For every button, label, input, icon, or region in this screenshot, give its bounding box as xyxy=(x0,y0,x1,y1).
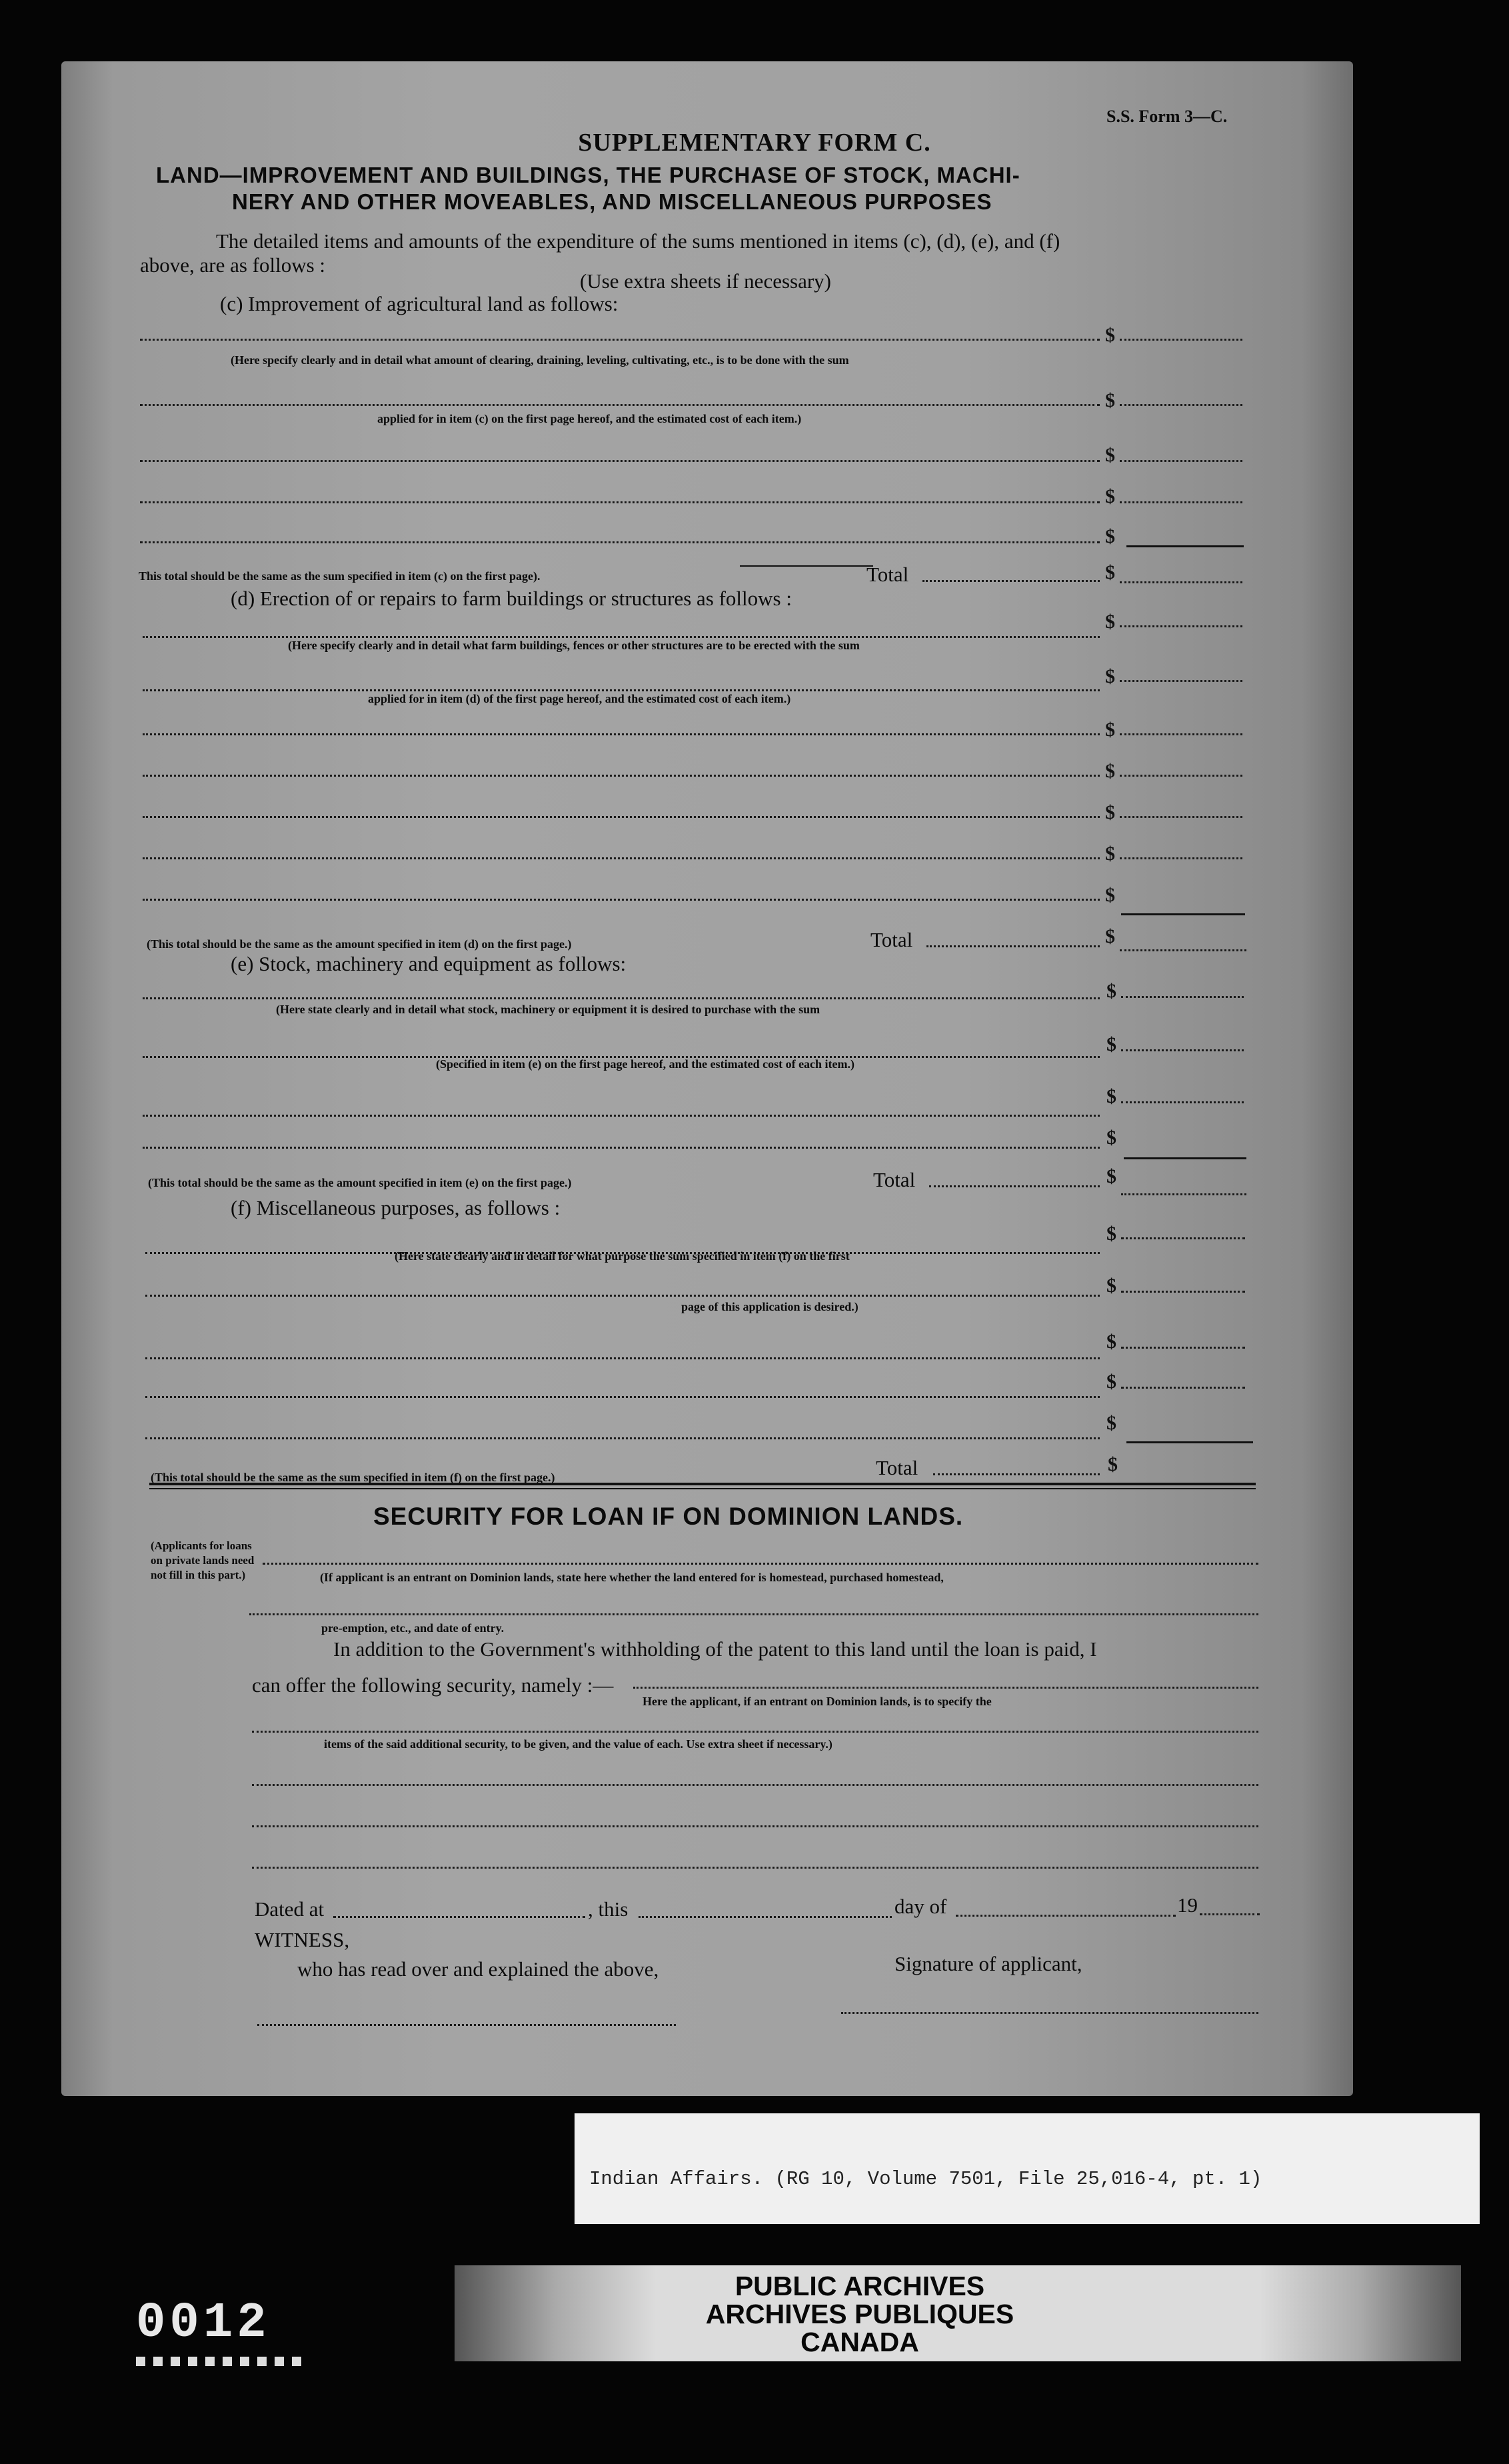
entry-line[interactable] xyxy=(140,339,1100,341)
dollar-sign: $ xyxy=(1105,884,1115,906)
day-of-label: day of xyxy=(894,1895,947,1918)
dollar-sign: $ xyxy=(1105,843,1115,865)
dollar-sign: $ xyxy=(1105,561,1115,583)
amount-field[interactable] xyxy=(1121,1101,1244,1103)
form-title: SUPPLEMENTARY FORM C. xyxy=(578,129,931,157)
security-entry-line[interactable] xyxy=(252,1784,1258,1786)
amount-field[interactable] xyxy=(1120,680,1242,682)
entry-line[interactable] xyxy=(143,1115,1100,1117)
security-note-1: (If applicant is an entrant on Dominion lands, state here whether the land entered for is homestead, purchased homestead, xyxy=(320,1571,944,1584)
subtotal-rule xyxy=(1126,1441,1253,1443)
dollar-sign: $ xyxy=(1105,324,1115,346)
total-dotted-leader xyxy=(926,945,1100,947)
entry-line[interactable] xyxy=(140,541,1100,543)
form-heading-line-2: NERY AND OTHER MOVEABLES, AND MISCELLANEOUS PURPOSES xyxy=(232,189,992,214)
entry-line[interactable] xyxy=(140,501,1100,503)
section-divider xyxy=(149,1483,1256,1485)
security-paragraph-line-2: can offer the following security, namely :— xyxy=(252,1673,614,1697)
amount-field[interactable] xyxy=(1120,816,1242,818)
security-side-note: (Applicants for loans on private lands need not fill in this part.) xyxy=(151,1539,255,1581)
dollar-sign: $ xyxy=(1108,1453,1118,1475)
section-f-note-1: (Here state clearly and in detail for what purpose the sum specified in item (f) on the first xyxy=(395,1249,850,1263)
dollar-sign: $ xyxy=(1105,611,1115,633)
dollar-sign: $ xyxy=(1105,665,1115,687)
archive-reference: Indian Affairs. (RG 10, Volume 7501, File 25,016-4, pt. 1) xyxy=(589,2168,1262,2190)
dollar-sign: $ xyxy=(1106,1165,1116,1187)
dollar-sign: $ xyxy=(1106,980,1116,1002)
total-dotted-leader xyxy=(922,580,1100,582)
dollar-sign: $ xyxy=(1106,1412,1116,1434)
section-e-note-1: (Here state clearly and in detail what stock, machinery or equipment it is desired to purchase with the sum xyxy=(276,1003,820,1016)
year-prefix: 19 xyxy=(1177,1893,1198,1917)
dollar-sign: $ xyxy=(1106,1127,1116,1149)
dollar-sign: $ xyxy=(1105,525,1115,547)
section-d-total-field[interactable] xyxy=(1120,949,1246,951)
dollar-sign: $ xyxy=(1105,485,1115,507)
entry-line[interactable] xyxy=(145,1437,1100,1439)
entry-line[interactable] xyxy=(143,857,1100,859)
section-e-total-field[interactable] xyxy=(1121,1193,1246,1195)
stamp-line-2: ARCHIVES PUBLIQUES xyxy=(705,2299,1014,2329)
form-number: S.S. Form 3—C. xyxy=(1106,107,1228,126)
section-c-note-1: (Here specify clearly and in detail what amount of clearing, draining, leveling, cultivating, etc., is to be done with the sum xyxy=(231,353,849,367)
entry-line[interactable] xyxy=(143,775,1100,777)
security-entry-line[interactable] xyxy=(252,1731,1258,1733)
section-f-total-note: (This total should be the same as the sum specified in item (f) on the first page.) xyxy=(151,1471,555,1484)
section-divider xyxy=(149,1488,1256,1489)
amount-field[interactable] xyxy=(1121,1237,1245,1239)
security-note-2: pre-emption, etc., and date of entry. xyxy=(321,1621,505,1635)
amount-field[interactable] xyxy=(1121,1347,1245,1349)
dominion-land-entry-line[interactable] xyxy=(249,1613,1258,1615)
form-heading-line-1: LAND—IMPROVEMENT AND BUILDINGS, THE PURCHASE OF STOCK, MACHI- xyxy=(156,163,1020,187)
amount-field[interactable] xyxy=(1121,996,1244,998)
dollar-sign: $ xyxy=(1105,389,1115,411)
frame-counter: 0012 xyxy=(136,2295,271,2351)
security-note-4: items of the said additional security, to be given, and the value of each. Use extra sheet if necessary.) xyxy=(324,1737,832,1751)
dollar-sign: $ xyxy=(1105,801,1115,823)
witness-label: WITNESS, xyxy=(255,1928,350,1951)
total-dotted-leader xyxy=(933,1473,1100,1475)
dollar-sign: $ xyxy=(1106,1371,1116,1393)
amount-field[interactable] xyxy=(1120,857,1242,859)
entry-line[interactable] xyxy=(143,899,1100,901)
witness-note: who has read over and explained the above, xyxy=(297,1957,659,1981)
witness-signature-field[interactable] xyxy=(257,2024,676,2026)
public-archives-stamp xyxy=(687,2272,1033,2356)
dollar-sign: $ xyxy=(1106,1275,1116,1297)
dated-at-field[interactable] xyxy=(333,1916,585,1918)
entry-line[interactable] xyxy=(143,816,1100,818)
security-note-3: Here the applicant, if an entrant on Dominion lands, is to specify the xyxy=(643,1695,992,1708)
amount-field[interactable] xyxy=(1120,404,1242,406)
amount-field[interactable] xyxy=(1120,460,1242,462)
section-f-note-2: page of this application is desired.) xyxy=(681,1300,858,1313)
entry-line[interactable] xyxy=(143,733,1100,735)
amount-field[interactable] xyxy=(1120,775,1242,777)
section-f-total-label: Total xyxy=(876,1456,918,1479)
entry-line[interactable] xyxy=(140,404,1100,406)
security-entry-line[interactable] xyxy=(633,1687,1258,1689)
entry-line[interactable] xyxy=(143,689,1100,691)
entry-line[interactable] xyxy=(145,1295,1100,1297)
amount-field[interactable] xyxy=(1121,1291,1245,1293)
applicant-signature-field[interactable] xyxy=(841,2012,1258,2014)
this-label: , this xyxy=(588,1897,629,1921)
section-e-total-label: Total xyxy=(873,1168,916,1191)
entry-line[interactable] xyxy=(145,1396,1100,1398)
film-perforation-strip xyxy=(136,2357,304,2366)
amount-field[interactable] xyxy=(1120,339,1242,341)
amount-field[interactable] xyxy=(1120,733,1242,735)
stamp-line-3: CANADA xyxy=(800,2327,919,2357)
dollar-sign: $ xyxy=(1106,1331,1116,1353)
dollar-sign: $ xyxy=(1105,760,1115,782)
total-rule xyxy=(740,565,873,567)
entry-line[interactable] xyxy=(140,460,1100,462)
section-d-total-note: (This total should be the same as the amount specified in item (d) on the first page.) xyxy=(147,937,572,951)
security-entry-line[interactable] xyxy=(252,1825,1258,1827)
section-d-note-1: (Here specify clearly and in detail what farm buildings, fences or other structures are to be erected with the sum xyxy=(288,639,860,652)
intro-line-2: above, are as follows : xyxy=(140,253,326,277)
section-f-title: (f) Miscellaneous purposes, as follows : xyxy=(231,1196,561,1219)
section-c-total-field[interactable] xyxy=(1120,581,1242,583)
amount-field[interactable] xyxy=(1121,1387,1245,1389)
intro-line-1: The detailed items and amounts of the expenditure of the sums mentioned in items (c), (d), (e), and (f) xyxy=(216,229,1060,253)
entry-line[interactable] xyxy=(145,1357,1100,1359)
security-paragraph-line-1: In addition to the Government's withholding of the patent to this land until the loan is paid, I xyxy=(333,1637,1097,1661)
subtotal-rule xyxy=(1124,1157,1246,1159)
amount-field[interactable] xyxy=(1121,1049,1244,1051)
section-e-note-2: (Specified in item (e) on the first page hereof, and the estimated cost of each item.) xyxy=(436,1057,855,1071)
dollar-sign: $ xyxy=(1106,1033,1116,1055)
month-field[interactable] xyxy=(956,1915,1176,1917)
subtotal-rule xyxy=(1121,913,1245,915)
extra-sheets-note: (Use extra sheets if necessary) xyxy=(580,269,831,293)
section-e-title: (e) Stock, machinery and equipment as follows: xyxy=(231,952,627,975)
section-c-note-2: applied for in item (c) on the first page hereof, and the estimated cost of each item.) xyxy=(377,412,802,425)
day-field[interactable] xyxy=(639,1916,892,1918)
section-c-total-note: This total should be the same as the sum specified in item (c) on the first page). xyxy=(139,569,541,583)
dollar-sign: $ xyxy=(1106,1085,1116,1107)
dollar-sign: $ xyxy=(1105,444,1115,466)
amount-field[interactable] xyxy=(1120,501,1242,503)
year-field[interactable] xyxy=(1200,1913,1260,1915)
stamp-line-1: PUBLIC ARCHIVES xyxy=(735,2271,985,2301)
section-c-title: (c) Improvement of agricultural land as follows: xyxy=(220,292,619,315)
amount-field[interactable] xyxy=(1120,625,1242,627)
section-c-total-label: Total xyxy=(866,563,909,586)
security-title: SECURITY FOR LOAN IF ON DOMINION LANDS. xyxy=(373,1503,964,1530)
section-d-title: (d) Erection of or repairs to farm buildings or structures as follows : xyxy=(231,587,792,610)
security-entry-line[interactable] xyxy=(252,1867,1258,1869)
entry-line[interactable] xyxy=(143,636,1100,638)
dollar-sign: $ xyxy=(1105,925,1115,947)
dated-at-label: Dated at xyxy=(255,1897,325,1921)
dollar-sign: $ xyxy=(1106,1223,1116,1245)
subtotal-rule xyxy=(1126,545,1244,547)
total-dotted-leader xyxy=(929,1185,1100,1187)
section-e-total-note: (This total should be the same as the amount specified in item (e) on the first page.) xyxy=(148,1176,572,1189)
dollar-sign: $ xyxy=(1105,719,1115,741)
section-d-note-2: applied for in item (d) of the first page hereof, and the estimated cost of each item.) xyxy=(368,692,791,705)
dominion-land-entry-line[interactable] xyxy=(263,1563,1258,1565)
section-d-total-label: Total xyxy=(870,928,913,951)
entry-line[interactable] xyxy=(143,1147,1100,1149)
applicant-signature-label: Signature of applicant, xyxy=(894,1952,1082,1975)
entry-line[interactable] xyxy=(143,997,1100,999)
